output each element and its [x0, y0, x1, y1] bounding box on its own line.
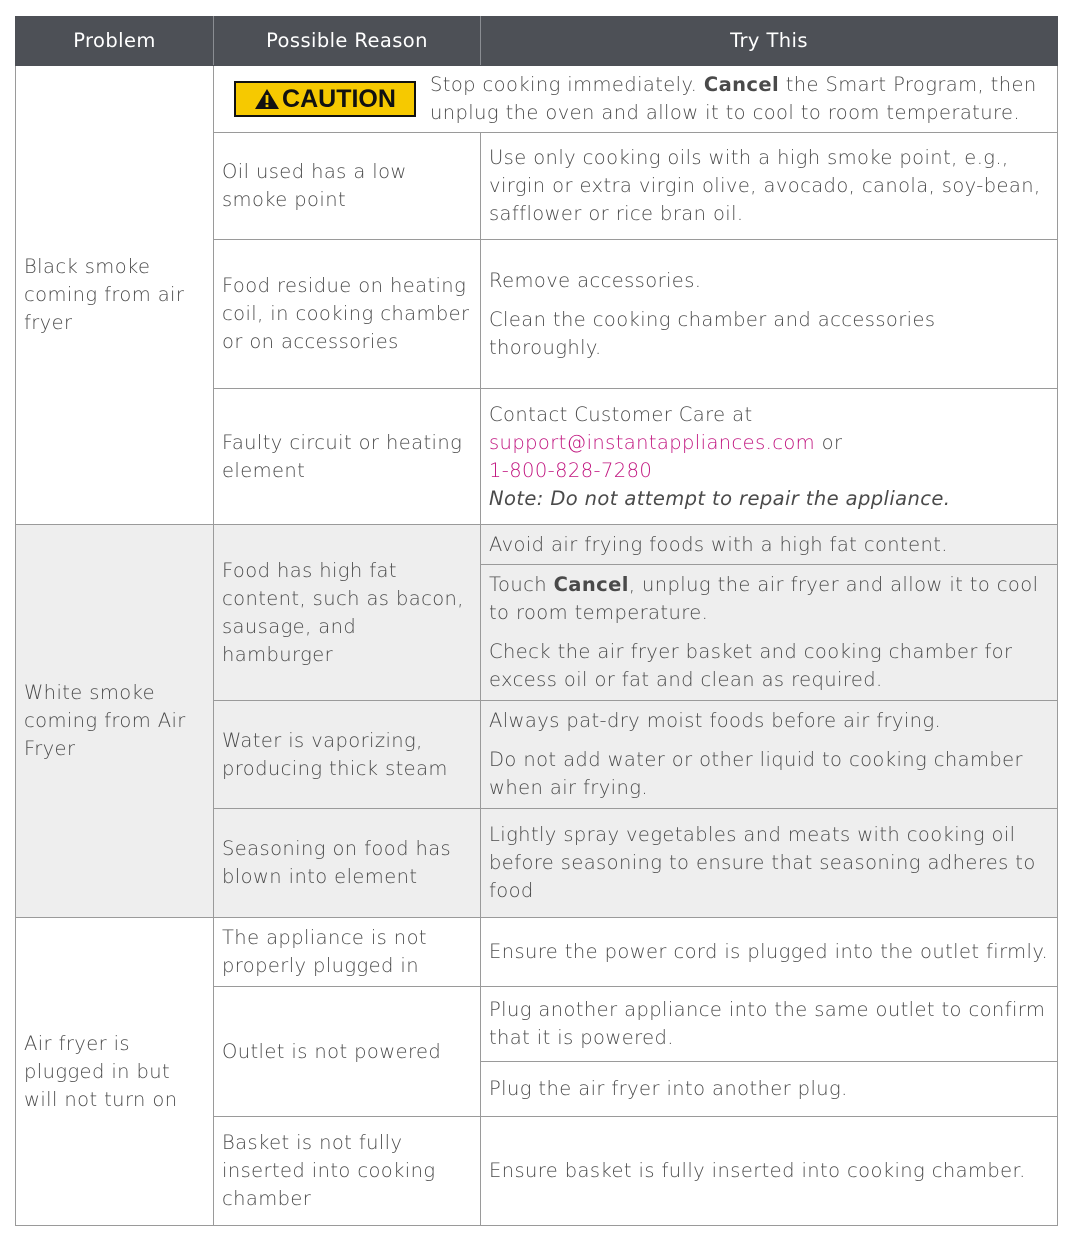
- solution-cell: Use only cooking oils with a high smoke point, e.g., virgin or extra virgin olive, avocado, canola, soy-bean, safflower or rice bran oil.: [481, 133, 1058, 240]
- reason-cell: Seasoning on food has blown into element: [214, 809, 481, 918]
- table-row: [16, 525, 1058, 565]
- caution-cell: [214, 66, 1058, 133]
- reason-cell: Water is vaporizing, producing thick steam: [214, 701, 481, 809]
- header-reason: Possible Reason: [214, 17, 481, 66]
- support-email-link[interactable]: support@instantappliances.com: [489, 430, 816, 454]
- header-try: Try This: [481, 17, 1058, 66]
- solution-cell: Always pat-dry moist foods before air frying. Do not add water or other liquid to cooking chamber when air frying.: [481, 701, 1058, 809]
- reason-cell: Oil used has a low smoke point: [214, 133, 481, 240]
- troubleshooting-table: [15, 16, 1058, 1226]
- warning-triangle-icon: [254, 88, 280, 110]
- solution-cell: Touch Cancel, unplug the air fryer and allow it to cool to room temperature. Check the air fryer basket and cooking chamber for excess oil or fat and clean as required.: [481, 565, 1058, 701]
- note-text: Note: Do not attempt to repair the appliance.: [489, 486, 951, 510]
- solution-cell: Avoid air frying foods with a high fat content.: [481, 525, 1058, 565]
- table-row: [16, 66, 1058, 133]
- solution-cell: Contact Customer Care at support@instantappliances.com or 1-800-828-7280 Note: Do not attempt to repair the appliance.: [481, 389, 1058, 525]
- solution-cell: Plug another appliance into the same outlet to confirm that it is powered.: [481, 987, 1058, 1062]
- problem-no-power: Air fryer is plugged in but will not turn on: [16, 918, 214, 1226]
- reason-cell: Faulty circuit or heating element: [214, 389, 481, 525]
- problem-black-smoke: Black smoke coming from air fryer: [16, 66, 214, 525]
- caution-label: [234, 81, 416, 117]
- reason-cell: Food residue on heating coil, in cooking chamber or on accessories: [214, 240, 481, 389]
- header-problem: Problem: [16, 17, 214, 66]
- reason-cell: Basket is not fully inserted into cooking chamber: [214, 1117, 481, 1226]
- solution-cell: Ensure basket is fully inserted into cooking chamber.: [481, 1117, 1058, 1226]
- caution-text: CAUTION: [282, 85, 396, 113]
- caution-message: Stop cooking immediately. Cancel the Smart Program, then unplug the oven and allow it to cool to room temperature.: [430, 73, 1037, 124]
- solution-cell: Remove accessories. Clean the cooking chamber and accessories thoroughly.: [481, 240, 1058, 389]
- solution-cell: Ensure the power cord is plugged into the outlet firmly.: [481, 918, 1058, 987]
- reason-cell: The appliance is not properly plugged in: [214, 918, 481, 987]
- reason-cell: Outlet is not powered: [214, 987, 481, 1117]
- table-row: [16, 918, 1058, 987]
- reason-cell: Food has high fat content, such as bacon, sausage, and hamburger: [214, 525, 481, 701]
- header-row: [16, 17, 1058, 66]
- solution-cell: Plug the air fryer into another plug.: [481, 1062, 1058, 1117]
- support-phone-link[interactable]: 1-800-828-7280: [489, 458, 653, 482]
- solution-cell: Lightly spray vegetables and meats with cooking oil before seasoning to ensure that seasoning adheres to food: [481, 809, 1058, 918]
- problem-white-smoke: White smoke coming from Air Fryer: [16, 525, 214, 918]
